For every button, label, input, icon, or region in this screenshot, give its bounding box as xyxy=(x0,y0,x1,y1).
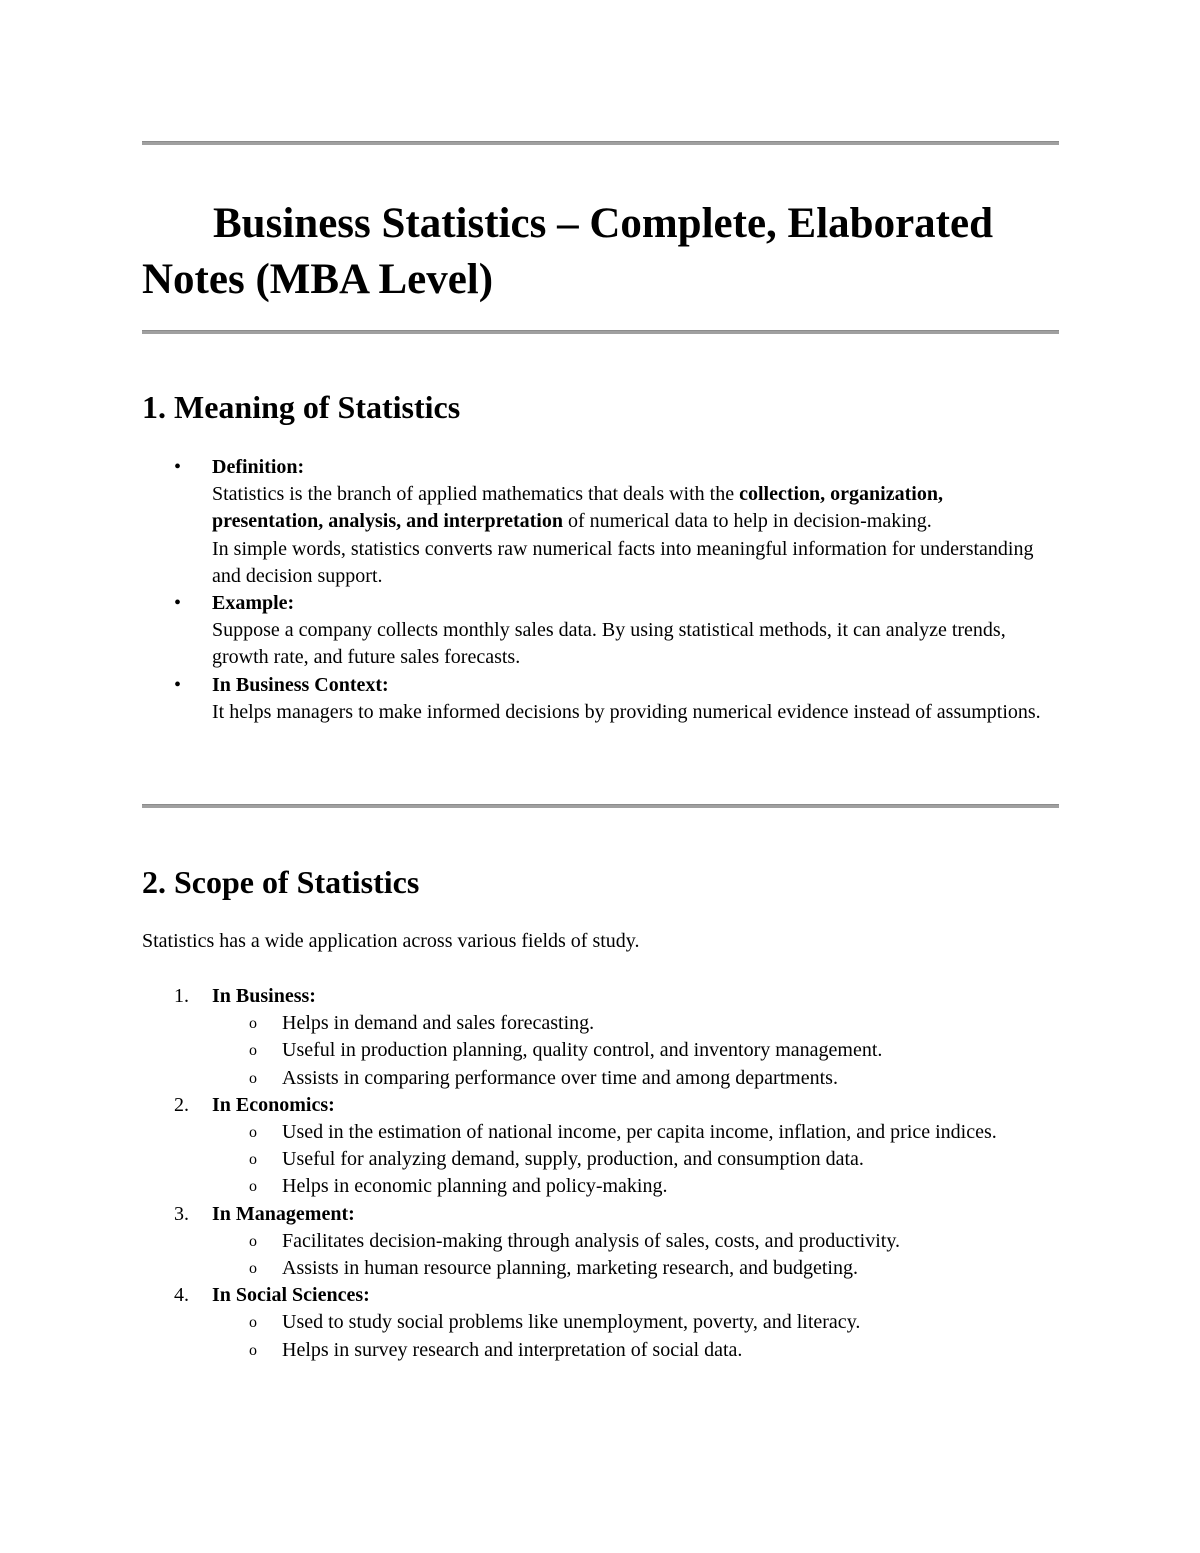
circle-bullet-icon: o xyxy=(249,1341,257,1359)
scope-sub-list xyxy=(212,1119,1059,1201)
definition-text-2: In simple words, statistics converts raw numerical facts into meaningful information for understanding and decision support. xyxy=(212,537,1034,587)
circle-bullet-icon: o xyxy=(249,1069,257,1087)
circle-bullet-icon: o xyxy=(249,1178,257,1196)
list-item: o Helps in demand and sales forecasting. xyxy=(212,1010,1059,1037)
list-number: 1. xyxy=(174,985,189,1007)
list-number: 4. xyxy=(174,1284,189,1307)
scope-item-label: In Social Sciences: xyxy=(212,1284,370,1307)
definition-text: Statistics is the branch of applied mathematics that deals with the collection, organization, presentation, analysis, and interpretation of numerical data to help in decision-making. xyxy=(212,483,943,533)
scope-intro: Statistics has a wide application across various fields of study. xyxy=(142,930,640,952)
section-heading-scope: 2. Scope of Statistics xyxy=(142,864,420,900)
circle-bullet-icon: o xyxy=(249,1151,257,1169)
scope-sub-list xyxy=(212,1309,1059,1363)
scope-item-management xyxy=(142,1201,1059,1283)
scope-sub-list xyxy=(212,1010,1059,1092)
list-item: o Helps in survey research and interpretation of social data. xyxy=(212,1337,1059,1364)
circle-bullet-icon: o xyxy=(249,1124,257,1142)
list-item: o Facilitates decision-making through analysis of sales, costs, and productivity. xyxy=(212,1228,1059,1255)
circle-bullet-icon: o xyxy=(249,1260,257,1278)
definition-emphasis: collection, organization, presentation, analysis, and interpretation xyxy=(212,483,943,533)
scope-item-social-sciences xyxy=(142,1282,1059,1364)
circle-bullet-icon: o xyxy=(249,1015,257,1033)
example-label: Example: xyxy=(212,592,295,615)
circle-bullet-icon: o xyxy=(249,1042,257,1060)
list-number: 2. xyxy=(174,1093,189,1116)
circle-bullet-icon: o xyxy=(249,1232,257,1250)
business-context-label: In Business Context: xyxy=(212,673,389,696)
circle-bullet-icon: o xyxy=(249,1314,257,1332)
definition-label: Definition: xyxy=(212,456,305,478)
example-item xyxy=(142,590,1059,672)
scope-item-economics xyxy=(142,1092,1059,1201)
horizontal-rule xyxy=(142,330,1059,334)
business-context-text: It helps managers to make informed decisions by providing numerical evidence instead of assumptions. xyxy=(212,700,1041,723)
list-item: o Useful for analyzing demand, supply, production, and consumption data. xyxy=(212,1146,1059,1173)
list-item: o Assists in human resource planning, marketing research, and budgeting. xyxy=(212,1255,1059,1282)
meaning-bullet-list xyxy=(142,454,1059,726)
horizontal-rule xyxy=(142,141,1059,145)
document-title: Business Statistics – Complete, Elaborated Notes (MBA Level) xyxy=(142,200,993,303)
scope-sub-list xyxy=(212,1228,1059,1282)
list-item: o Assists in comparing performance over time and among departments. xyxy=(212,1065,1059,1092)
bullet-icon: • xyxy=(174,456,182,478)
scope-item-label: In Economics: xyxy=(212,1093,335,1116)
bullet-icon: • xyxy=(174,673,182,696)
horizontal-rule xyxy=(142,804,1059,808)
scope-numbered-list xyxy=(142,983,1059,1364)
scope-item-label: In Management: xyxy=(212,1202,355,1225)
list-item: o Used in the estimation of national income, per capita income, inflation, and price indices. xyxy=(212,1119,1059,1146)
scope-item-label: In Business: xyxy=(212,985,316,1007)
scope-item-business xyxy=(142,983,1059,1092)
definition-item xyxy=(142,454,1059,590)
list-item: o Used to study social problems like unemployment, poverty, and literacy. xyxy=(212,1309,1059,1336)
business-context-item xyxy=(142,672,1059,726)
list-number: 3. xyxy=(174,1202,189,1225)
section-heading-meaning: 1. Meaning of Statistics xyxy=(142,389,461,425)
list-item: o Helps in economic planning and policy-making. xyxy=(212,1173,1059,1200)
bullet-icon: • xyxy=(174,592,182,615)
list-item: o Useful in production planning, quality control, and inventory management. xyxy=(212,1037,1059,1064)
example-text: Suppose a company collects monthly sales data. By using statistical methods, it can analyze trends, growth rate, and future sales forecasts. xyxy=(212,619,1006,669)
